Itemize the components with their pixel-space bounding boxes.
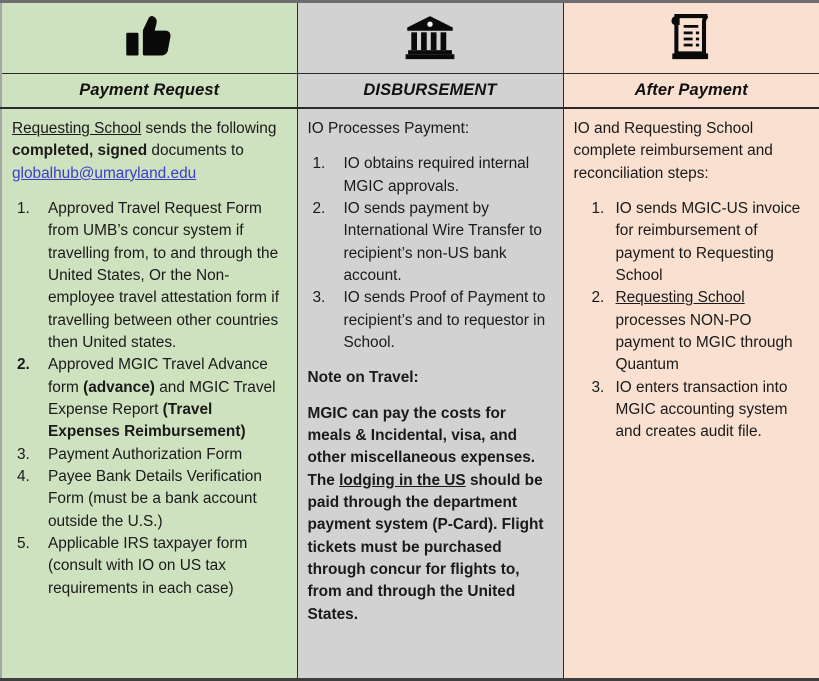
- payment-request-content: [12, 118, 287, 600]
- after-payment-content: [574, 118, 810, 444]
- list-item: [12, 198, 287, 354]
- list-item: [12, 466, 287, 533]
- lodging-in-the-us-underline: lodging in the US: [339, 471, 466, 489]
- disbursement-content: [308, 118, 553, 626]
- list-marker: 2.: [591, 289, 605, 307]
- list-item-text: IO sends MGIC-US invoice for reimbursement of payment to Requesting School: [615, 199, 801, 284]
- list-marker: 3.: [17, 445, 30, 463]
- list-item: [574, 198, 810, 287]
- body-row: [1, 108, 819, 680]
- header-icon-row: [1, 2, 819, 74]
- intro-text-rest: sends the following: [141, 120, 277, 137]
- spacer: [308, 140, 553, 153]
- list-item-text: IO sends Proof of Payment to recipient’s and to requestor in School.: [343, 289, 546, 351]
- list-marker: 1.: [591, 199, 605, 217]
- after-payment-list: [574, 198, 810, 444]
- list-item: [308, 153, 553, 198]
- list-item: [12, 354, 287, 443]
- spacer: [574, 185, 810, 198]
- segment-normal: and MGIC Travel Expense Report: [48, 378, 276, 418]
- list-marker: 2.: [312, 199, 326, 217]
- note-on-travel-heading: Note on Travel:: [307, 369, 419, 387]
- note-segment-bold: MGIC can pay the costs for meals & Incidental, visa, and other miscellaneous expenses. The: [307, 404, 536, 489]
- list-item-text: Approved Travel Request Form from UMB’s concur system if travelling from, to and through the United States, Or the Non-employee travel attestation form if travelling between other countries then United states.: [48, 199, 279, 351]
- list-item-text: Payee Bank Details Verification Form (must be a bank account outside the U.S.): [48, 467, 262, 530]
- body-cell-payment-request: [1, 108, 297, 680]
- list-item-text: Applicable IRS taxpayer form (consult with IO on US tax requirements in each case): [48, 534, 248, 597]
- spacer: [12, 185, 287, 198]
- list-marker: 4.: [17, 467, 30, 485]
- icon-cell-after-payment: [563, 2, 819, 74]
- requesting-school-underline: Requesting School: [12, 120, 142, 137]
- column-title-payment-request: Payment Request: [79, 81, 220, 99]
- list-item-text: IO enters transaction into MGIC accounting system and creates audit file.: [615, 378, 788, 441]
- list-marker: 3.: [312, 289, 326, 307]
- receipt-icon: [564, 7, 819, 69]
- intro-text-bold: completed, signed: [12, 142, 148, 160]
- title-cell-disbursement: [297, 74, 563, 109]
- list-item: [12, 444, 287, 466]
- list-item-text: [48, 356, 276, 440]
- list-item-text: IO obtains required internal MGIC approvals.: [343, 155, 530, 195]
- list-item-text: [616, 289, 793, 373]
- body-cell-disbursement: [297, 108, 563, 680]
- header-title-row: [1, 74, 819, 109]
- bank-icon: [298, 7, 563, 69]
- intro-text-tail: documents to: [147, 142, 244, 160]
- list-marker: 1.: [312, 155, 326, 173]
- icon-cell-disbursement: [297, 2, 563, 74]
- globalhub-email-link[interactable]: globalhub@umaryland.edu: [12, 164, 197, 182]
- list-marker: 2.: [17, 356, 30, 374]
- spacer: [308, 354, 553, 367]
- list-item: [308, 198, 553, 287]
- title-cell-after-payment: [563, 74, 819, 109]
- list-item: [574, 377, 810, 444]
- list-marker: 5.: [17, 534, 30, 552]
- disbursement-intro: IO Processes Payment:: [307, 120, 470, 137]
- payment-request-list: [12, 198, 287, 600]
- list-item: [574, 287, 810, 376]
- list-marker: 3.: [591, 378, 605, 396]
- body-cell-after-payment: [563, 108, 819, 680]
- segment-normal: Approved MGIC Travel Advance form: [48, 356, 268, 396]
- requesting-school-underline: Requesting School: [615, 289, 745, 307]
- note-segment-bold: should be paid through the department payment system (P-Card). Flight tickets must be purchased through concur for flights to, from and through the United States.: [307, 471, 544, 623]
- spacer: [308, 390, 553, 403]
- disbursement-list: [308, 153, 553, 354]
- segment-bold: (Travel Expenses Reimbursement): [48, 400, 246, 441]
- column-title-disbursement: DISBURSEMENT: [363, 81, 497, 99]
- icon-cell-payment-request: [1, 2, 297, 74]
- list-item: [308, 287, 553, 354]
- list-item-text: IO sends payment by International Wire Transfer to recipient’s non-US bank account.: [343, 199, 542, 284]
- list-item-text: Payment Authorization Form: [48, 445, 243, 463]
- after-payment-intro: IO and Requesting School complete reimbursement and reconciliation steps:: [573, 120, 773, 182]
- title-cell-payment-request: [1, 74, 297, 109]
- payment-request-intro: [12, 118, 287, 185]
- column-title-after-payment: After Payment: [634, 81, 748, 99]
- segment-bold: (advance): [83, 378, 155, 396]
- segment-normal: processes NON-PO payment to MGIC through Quantum: [615, 311, 793, 374]
- list-item: [12, 533, 287, 600]
- thumbs-up-icon: [2, 7, 297, 69]
- list-marker: 1.: [17, 199, 30, 217]
- note-on-travel-body: [308, 403, 553, 626]
